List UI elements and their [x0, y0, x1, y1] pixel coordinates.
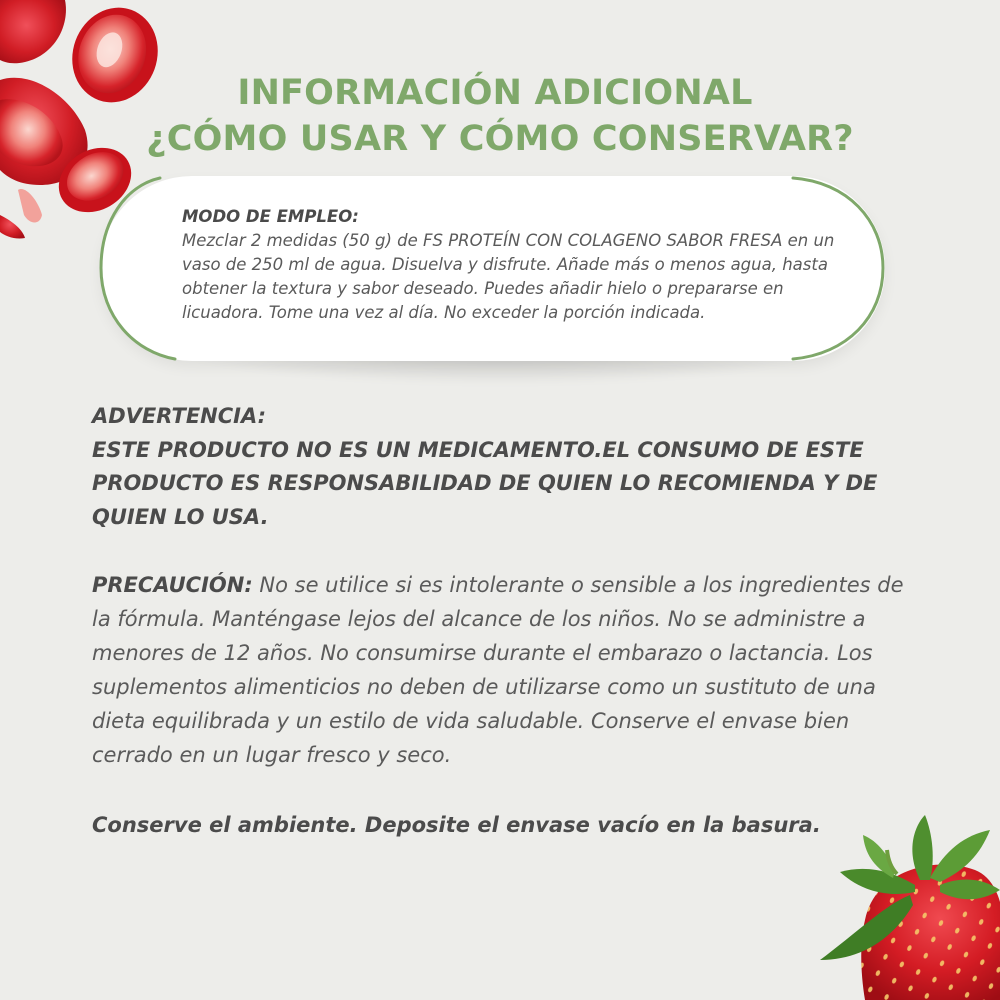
precaution-section: [92, 568, 912, 772]
title-line-1: INFORMACIÓN ADICIONAL: [237, 73, 753, 113]
warning-text: ESTE PRODUCTO NO ES UN MEDICAMENTO.EL CONSUMO DE ESTE PRODUCTO ES RESPONSABILIDAD DE QUIEN LO RECOMIENDA Y DE QUIEN LO USA.: [92, 437, 878, 529]
usage-instructions: [182, 205, 862, 325]
precaution-text: No se utilice si es intolerante o sensible a los ingredientes de la fórmula. Manténgase lejos del alcance de los niños. No se administre a menores de 12 años. No consumirse durante el embarazo o lactancia. Los suplementos alimenticios no deben de utilizarse como un sustituto de una dieta equilibrada y un estilo de vida saludable. Conserve el envase bien cerrado en un lugar fresco y seco.: [92, 573, 904, 767]
environment-note: Conserve el ambiente. Deposite el envase vacío en la basura.: [92, 813, 821, 837]
precaution-heading: PRECAUCIÓN:: [92, 573, 253, 597]
warning-section: [92, 400, 892, 534]
page-title: [0, 70, 1000, 162]
title-line-2: ¿CÓMO USAR Y CÓMO CONSERVAR?: [146, 119, 854, 159]
warning-heading: ADVERTENCIA:: [92, 404, 267, 428]
usage-text: Mezclar 2 medidas (50 g) de FS PROTEÍN CON COLAGENO SABOR FRESA en un vaso de 250 ml de agua. Disuelva y disfrute. Añade más o menos agua, hasta obtener la textura y sabor deseado. Puedes añadir hielo o prepararse en licuadora. Tome una vez al día. No exceder la porción indicada.: [182, 231, 835, 322]
usage-heading: MODO DE EMPLEO:: [182, 207, 359, 226]
